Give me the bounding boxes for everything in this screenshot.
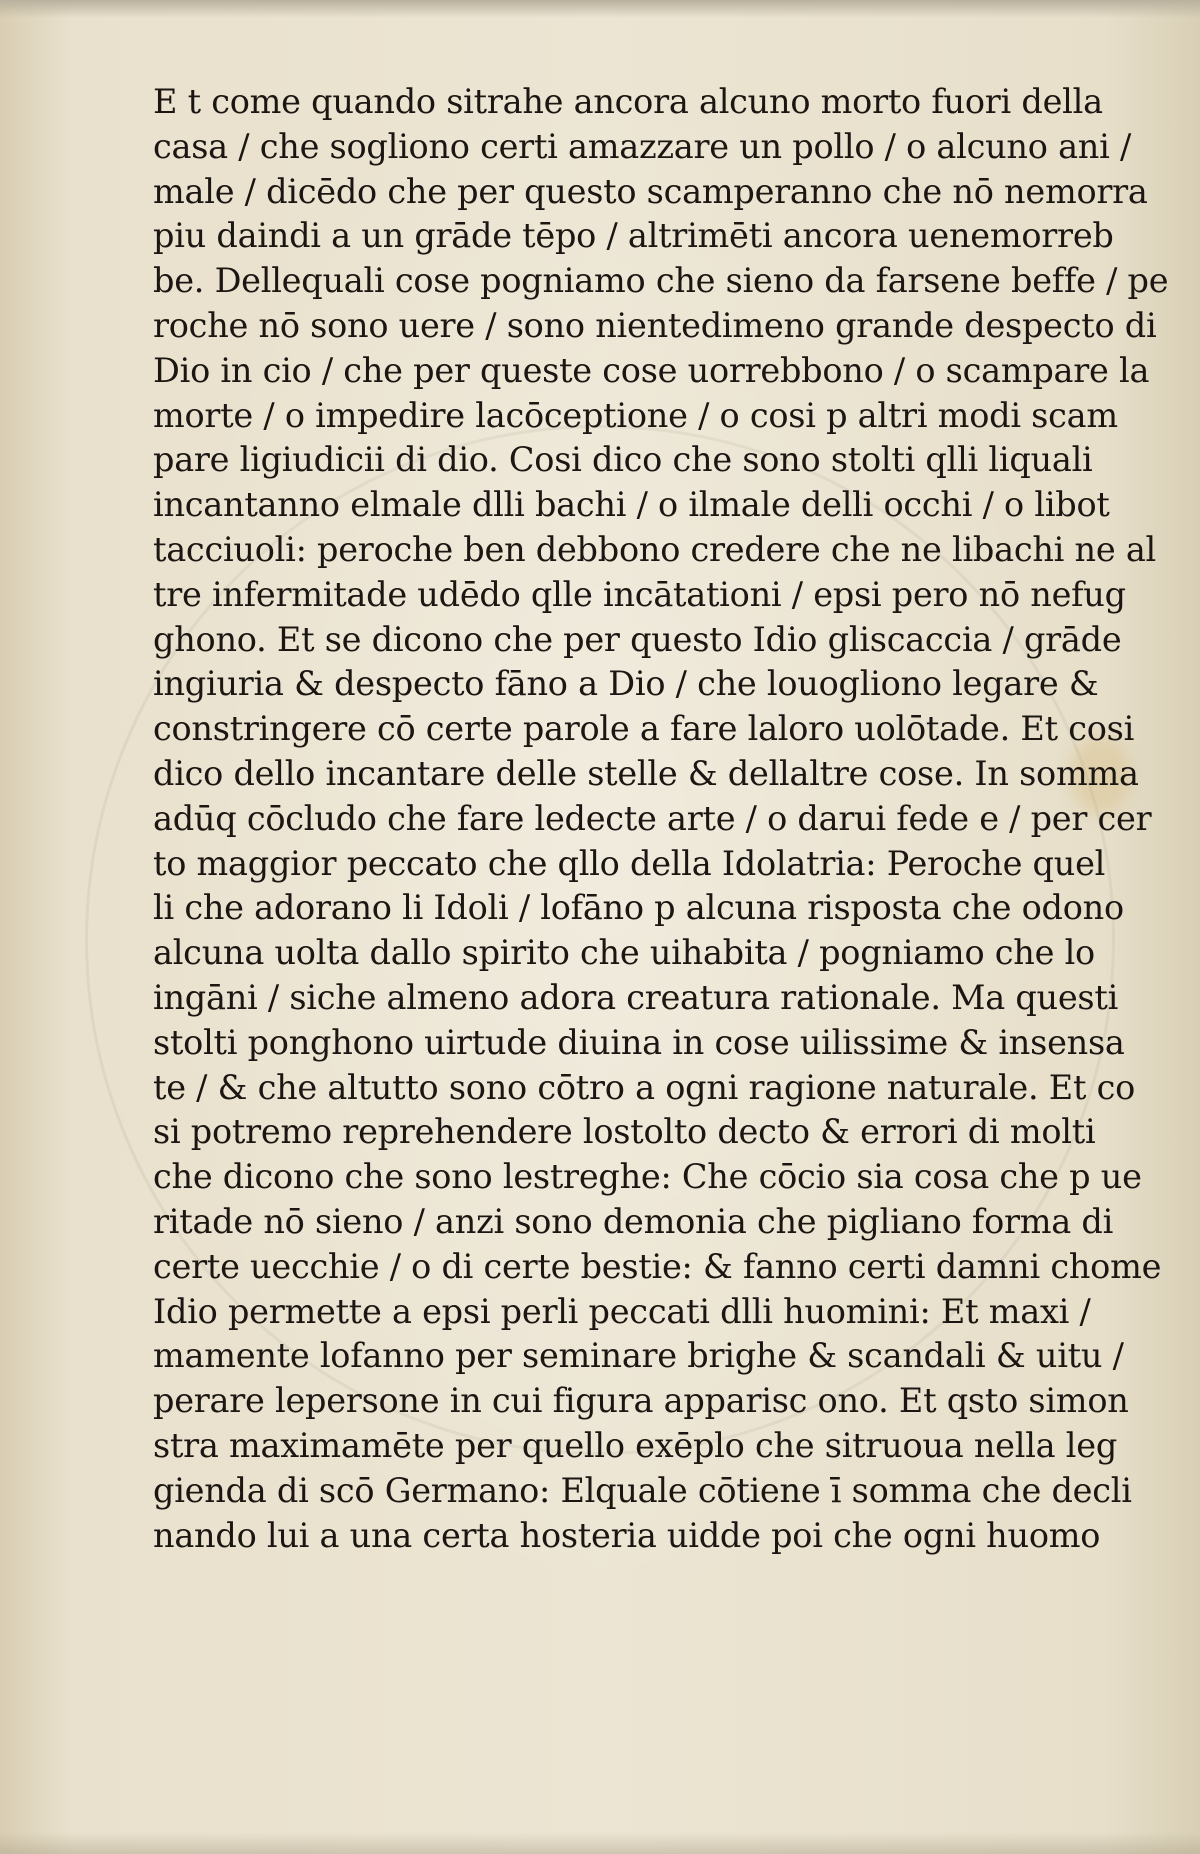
text-line-14: ingiuria & despecto fāno a Dio / che louogliono legare & — [153, 664, 1099, 704]
printed-text-block — [153, 80, 1169, 1558]
text-line-15: constringere cō certe parole a fare laloro uolōtade. Et cosi — [153, 709, 1135, 749]
text-line-6: roche nō sono uere / sono nientedimeno grande despecto di — [153, 305, 1157, 345]
text-line-19: li che adorano li Idoli / lofāno p alcuna risposta che odono — [153, 888, 1124, 928]
text-line-17: adūq cōcludo che fare ledecte arte / o darui fede e / per cer — [153, 798, 1152, 838]
text-line-12: tre infermitade udēdo qlle incātationi / epsi pero nō nefug — [153, 574, 1126, 614]
text-line-3: male / dicēdo che per questo scamperanno che nō nemorra — [153, 171, 1148, 211]
text-line-1: E t come quando sitrahe ancora alcuno morto fuori della — [153, 82, 1103, 121]
text-line-30: perare lepersone in cui figura apparisc ono. Et qsto simon — [153, 1381, 1129, 1421]
text-line-16: dico dello incantare delle stelle & dellaltre cose. In somma — [153, 753, 1139, 793]
text-line-2: casa / che sogliono certi amazzare un pollo / o alcuno ani / — [153, 126, 1132, 166]
text-line-24: si potremo reprehendere lostolto decto & errori di molti — [153, 1112, 1096, 1152]
text-line-7: Dio in cio / che per queste cose uorrebbono / o scampare la — [153, 350, 1150, 390]
text-line-25: che dicono che sono lestreghe: Che cōcio sia cosa che p ue — [153, 1157, 1142, 1197]
text-line-9: pare ligiudicii di dio. Cosi dico che sono stolti qlli liquali — [153, 440, 1093, 480]
text-line-23: te / & che altutto sono cōtro a ogni ragione naturale. Et co — [153, 1067, 1136, 1107]
text-line-11: tacciuoli: peroche ben debbono credere che ne libachi ne al — [153, 529, 1157, 569]
text-line-13: ghono. Et se dicono che per questo Idio gliscaccia / grāde — [153, 619, 1122, 659]
text-line-31: stra maximamēte per quello exēplo che sitruoua nella leg — [153, 1425, 1118, 1465]
text-line-32: gienda di scō Germano: Elquale cōtiene ī somma che decli — [153, 1470, 1132, 1510]
text-line-22: stolti ponghono uirtude diuina in cose uilissime & insensa — [153, 1022, 1125, 1062]
text-line-10: incantanno elmale dlli bachi / o ilmale delli occhi / o libot — [153, 485, 1110, 525]
text-line-20: alcuna uolta dallo spirito che uihabita / pogniamo che lo — [153, 933, 1095, 973]
text-line-27: certe uecchie / o di certe bestie: & fanno certi damni chome — [153, 1246, 1162, 1286]
text-line-29: mamente lofanno per seminare brighe & scandali & uitu / — [153, 1336, 1124, 1376]
text-line-4: piu daindi a un grāde tēpo / altrimēti ancora uenemorreb — [153, 216, 1114, 256]
text-line-8: morte / o impedire lacōceptione / o cosi p altri modi scam — [153, 395, 1118, 435]
text-line-18: to maggior peccato che qllo della Idolatria: Peroche quel — [153, 843, 1106, 883]
text-line-33: nando lui a una certa hosteria uidde poi che ogni huomo — [153, 1515, 1101, 1555]
text-line-28: Idio permette a epsi perli peccati dlli huomini: Et maxi / — [153, 1291, 1091, 1331]
text-line-5: be. Dellequali cose pogniamo che sieno da farsene beffe / pe — [153, 261, 1169, 301]
text-line-26: ritade nō sieno / anzi sono demonia che pigliano forma di — [153, 1201, 1114, 1241]
text-line-21: ingāni / siche almeno adora creatura rationale. Ma questi — [153, 977, 1119, 1017]
